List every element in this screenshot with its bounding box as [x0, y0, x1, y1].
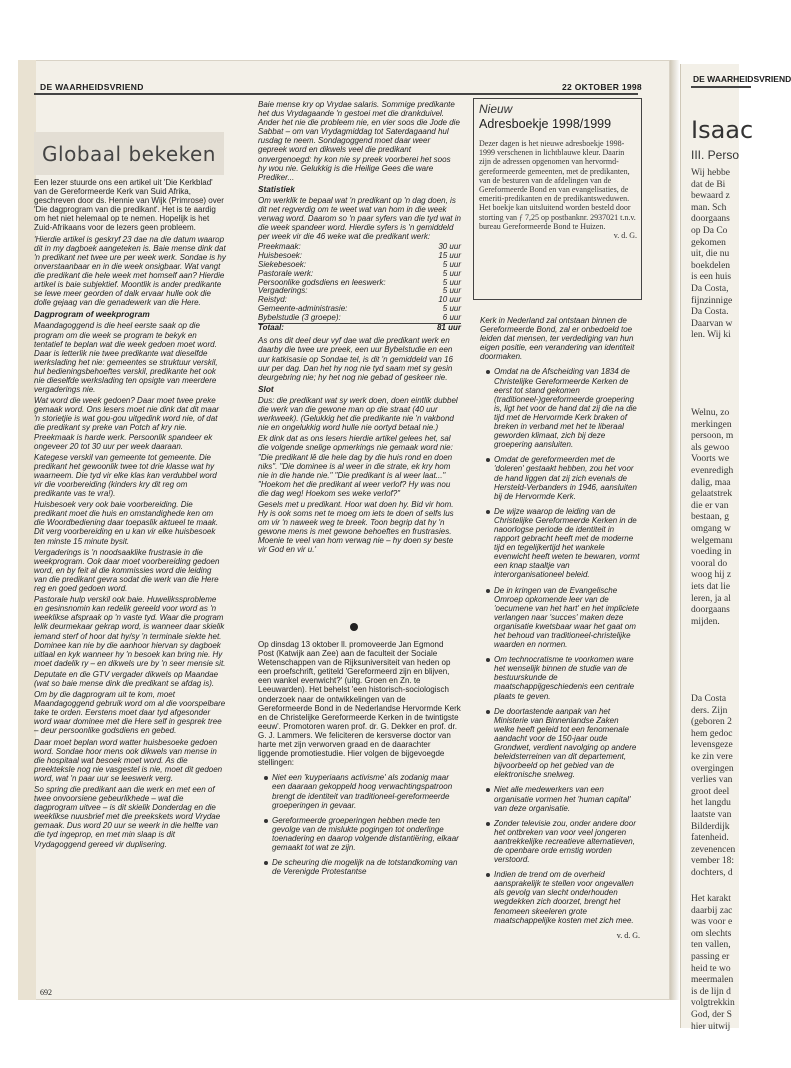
next-page-line: ten vallen,: [691, 940, 731, 951]
next-page-line: zevenencen: [691, 844, 736, 855]
list-item: [258, 816, 461, 852]
paragraph: Kerk in Nederland zal ontstaan binnen de Gereformeerde Bond, zal er onbedoeld toe leiden dat mensen, ter verdediging van hun eigen positie, een verandering van identiteit doormaken.: [480, 316, 635, 362]
stats-label: Siekebesoek:: [258, 260, 307, 269]
paragraph: Deputate en die GTV vergader dikwels op Maandae (wat so baie mense dink die predikant se afdag is).: [34, 669, 219, 688]
stats-value: 15 uur: [438, 251, 461, 261]
next-page-line: heid te wo: [691, 963, 731, 974]
article-title-box: [34, 132, 224, 175]
list-item-text: Gereformeerde groeperingen hebben mede ten gevolge van de mislukte pogingen tot onderlinge toenadering en daarop volgende distantiëring, elkaar gemaakt tot wat ze zijn.: [272, 815, 459, 852]
bullet-icon: [486, 589, 490, 593]
next-page-strip: [680, 64, 791, 1032]
paragraph: Gesels met u predikant. Hoor wat doen hy. Bid vir hom. Hy is ook soms net te moeg om iets te doen of selfs lus om vir 'n naweek weg te breek. Toon begrip dat hy 'n gewone mens is met gewone behoeftes en frustrasies. Moenie te veel van hom verwag nie – hy doen sy beste vir God en vir u.': [258, 499, 454, 555]
list-item-text: Niet alle medewerkers van een organisatie vormen het 'human capital' van deze organisatie.: [494, 785, 631, 813]
list-item: [480, 367, 640, 449]
next-page-line: Da Costa: [691, 694, 727, 704]
next-page-line: meermalen: [691, 975, 734, 986]
next-page-line: omgang w: [691, 523, 731, 534]
list-item: [258, 858, 461, 876]
stats-value: 10 uur: [438, 295, 461, 305]
list-item: [480, 586, 640, 650]
stats-value: 5 uur: [442, 260, 461, 269]
paragraph: Kategese verskil van gemeente tot gemeente. Die predikant het gewoonlik twee tot drie klasse wat hy waarneem. Die tyd vir elke klas kan verdubbel word vir die voorbereiding (kinders kry dit reg om predikante vas te vra!).: [34, 452, 217, 499]
stats-total-label: Totaal:: [258, 323, 429, 332]
next-page-line: Da Costa.: [691, 307, 729, 318]
news-box-signature: v. d. G.: [613, 231, 637, 241]
list-item: [480, 655, 640, 700]
next-page-line: mijden.: [691, 616, 720, 627]
next-page-line: Daarvan w: [691, 318, 733, 329]
paragraph: Om werklik te bepaal wat 'n predikant op 'n dag doen, is dit net regverdig om te weet wat van hom in die week verwag word. Daarom so 'n paar syfers van die tyd wat in die week spandeer word. Hierdie syfers is 'n gemiddeld per week vir die 46 weke wat die predikant werk:: [258, 195, 461, 242]
stats-value: 5 uur: [442, 303, 461, 313]
next-page-line: dat de Bi: [691, 179, 726, 190]
list-item-text: Zonder televisie zou, onder andere door het ontbreken van voor veel jongeren aantrekkelijke recreatieve alternatieven, de openbare orde ernstig worden verstoord.: [494, 818, 636, 865]
stats-value: 5 uur: [442, 277, 461, 287]
news-box-paragraph: Het boekje kan uitsluitend worden besteld door storting van ƒ 7,25 op postbanknr. 2937021 t.n.v. bureau Gereformeerde Bond te Huizen.: [479, 203, 636, 231]
next-page-line: vooral do: [691, 558, 728, 569]
bullet-icon: [486, 458, 490, 462]
bullet-icon: [264, 819, 268, 823]
bullet-icon: [486, 658, 490, 662]
next-page-line: om slechts: [691, 928, 732, 939]
list-item: [480, 819, 640, 864]
next-page-line: laatste van: [691, 809, 732, 820]
page-number: 692: [40, 988, 52, 997]
bullet-icon: [264, 861, 268, 865]
next-page-line: vember 18:: [691, 856, 735, 867]
paragraph: Daar moet beplan word watter huisbesoeke gedoen word. Sondae hoor mens ook dikwels van mense in die hospitaal wat besoek moet word. As die preekteksle nog nie vasgestel is nie, moet dit gedoen word, wat 'n paar uur se leeswerk verg.: [34, 737, 223, 783]
next-page-line: len. Wij ki: [691, 330, 731, 341]
stats-row: [258, 314, 461, 323]
paragraph: Op dinsdag 13 oktober ll. promoveerde Jan Egmond Post (Katwijk aan Zee) aan de faculteit der Sociale Wetenschappen van de Rijksuniversiteit van heden op een proefschrift, getiteld 'Gereformeerd zijn en blijven, een wankel evenwicht?' (uitg. Groen en Zn. te Leeuwarden). Het behelst 'een historisch-sociologisch onderzoek naar de ontwikkelingen van de Gereformeerde Bond in de Nederlandse Hervormde Kerk en de Christelijke Gereformeerde Kerken in de twintigste eeuw'. Promotoren waren prof. dr. G. Dekker en prof. dr. G. J. Lammers. We feliciteren de kersverse doctor van harte met zijn verworven graad en de daarachter liggende promotiestudie. Hier volgen de bijgevoegde stellingen:: [258, 640, 461, 768]
next-page-block: [691, 894, 751, 1033]
next-page-line: bewaard z: [691, 191, 730, 202]
header-rule: [34, 93, 638, 95]
next-page-title: Isaac: [691, 116, 754, 144]
next-page-line: God, der S: [691, 1009, 732, 1020]
next-page-block: [691, 168, 751, 342]
stats-label: Pastorale werk:: [258, 268, 314, 278]
next-page-line: welgemanı: [691, 535, 733, 546]
list-item-text: Indien de trend om de overheid aansprakelijk te stellen voor ongevallen als gevolg van slecht onderhouden wegdekken zich doorzet, brengt het fenomeen skeeleren grote maatschappelijke kosten met zich mee.: [494, 870, 634, 925]
next-page-line: volgtrekkin: [691, 998, 735, 1009]
list-item-text: Omdat na de Afscheiding van 1834 de Christelijke Gereformeerde Kerken de eerst tot stand gekomen (traditioneel-)gereformeerde groepering is, ligt het voor de hand dat zij die na die tijd met de Hervormde Kerk braken of breken in verband met het te liberaal geworden klimaat, zich bij deze groepering aansluiten.: [494, 367, 637, 450]
next-page-line: bestaan, g: [691, 512, 729, 523]
next-page-line: merkingen: [691, 419, 732, 430]
next-page-line: woog hij z: [691, 570, 732, 581]
column-2: [258, 100, 461, 618]
list-item: [480, 870, 640, 925]
column-1: [34, 178, 226, 990]
next-page-header: DE WAARHEIDSVRIEND: [693, 74, 791, 84]
list-item-text: Niet een 'kuyperiaans activisme' als zodanig maar een daaraan gekoppeld hoog verwachtingspatroon brengt de identiteit van traditioneel-gereformeerde groeperingen in gevaar.: [272, 773, 453, 810]
list-item: [480, 785, 640, 812]
next-page-line: passing er: [691, 951, 730, 962]
time-statistics-table: [258, 243, 461, 332]
next-page-line: is een huis: [691, 272, 732, 283]
bullet-icon: [486, 822, 490, 826]
next-page-line: doorgaans: [691, 605, 730, 616]
stats-value: 5 uur: [442, 268, 461, 278]
stats-label: Preekmaak:: [258, 242, 301, 252]
news-box-paragraph: Dezer dagen is het nieuwe adresboekje 1998-1999 verschenen in lichtblauwe kleur. Daarin zijn de adressen opgenomen van hervormd-gereformeerde gemeenten, met de predikanten, van de besturen van de afdelingen van de Gereformeerde Bond en van evangelisaties, de emeriti-predikanten en de predikantsweduwen.: [479, 139, 630, 204]
next-page-line: man. Sch: [691, 202, 727, 213]
next-page-line: dochters, d: [691, 867, 733, 878]
list-item: [258, 773, 461, 809]
next-page-line: levensgeze: [691, 740, 733, 751]
next-page-line: Bilderdijk: [691, 821, 730, 832]
stats-label: Bybelstudie (3 groepe):: [258, 312, 341, 322]
paragraph: Wat word die week gedoen? Daar moet twee preke gemaak word. Ons lesers moet nie dink dat dit maar 'n storietjie is wat gou-gou uitgedink word nie, of dat die predikant sy preke van Potch af kry nie. Preekmaak is harde werk. Persoonlik spandeer ek ongeveer 20 tot 30 uur per week daaraan.: [34, 396, 219, 451]
next-page-line: fatenheid.: [691, 833, 729, 844]
next-page-line: iets dat lie: [691, 581, 731, 592]
next-page-block: [691, 694, 751, 880]
next-page-line: doorgaans: [691, 214, 730, 225]
list-item-text: De in kringen van de Evangelische Omroep opkomende leer van de 'oecumene van het hart' en het impliciete verlangen naar 'succes' maken deze organisatie kwetsbaar waar het gaat om het behoud van traditioneel-christelijke waarden en normen.: [494, 585, 639, 650]
stats-label: Gemeente-administrasie:: [258, 303, 348, 313]
bullet-icon: [264, 776, 268, 780]
next-page-line: leren, ja al: [691, 593, 731, 604]
paragraph: Pastorale hulp verskil ook baie. Huwelikssprobleme en gesinsnomin kan redelik gereeld voor word as 'n weeklikse afspraak op 'n vaste tyd. Waar die program lelik deurmekaar gekrap word, is wanneer daar skielik iemand sterf of hoor dat hy/sy 'n terminale siekte het. Dominee kan nie by die aanhoor hiervan sy dagboek uitlaal en kyk wanneer hy 'n besoek kan bring nie. Hy moet dadelik ry – en dikwels ure by 'n seer mensie sit.: [34, 595, 226, 668]
column-3: [480, 316, 640, 940]
stats-value: 5 uur: [442, 286, 461, 296]
paragraph: 'Hierdie artikel is geskryf 23 dae na die datum waarop dit in my dagboek aangeteken is. Baie mense dink dat 'n predikant net twee ure per week werk. Sondae is hy onverstaanbaar en in die week onsigbaar. Wat vangt die predikant die hele week met homself aan? Hierdie artikel is baie subjektief. Moontlik is ander predikante se lewe meer georden of dalk ervaar hulle ook die dolle gejaag van die genadewerk van die Here.: [34, 234, 226, 308]
next-page-line: evenredigh: [691, 465, 734, 476]
article-signature: v. d. G.: [616, 930, 640, 940]
next-page-line: gekomen: [691, 237, 726, 248]
next-page-line: als gewoo: [691, 442, 730, 453]
next-page-line: die er van: [691, 500, 729, 511]
stellingen-list: [258, 773, 461, 876]
next-page-line: dalig, maa: [691, 477, 731, 488]
next-page-line: ke zin vere: [691, 751, 733, 762]
next-page-line: het langdu: [691, 798, 731, 809]
stats-label: Reistyd:: [258, 295, 287, 305]
next-page-line: daarbij zac: [691, 905, 733, 916]
news-box-title: Adresboekje 1998/1999: [479, 117, 612, 131]
bullet-icon: [486, 873, 490, 877]
next-page-line: overgingen: [691, 763, 734, 774]
bullet-icon: [486, 710, 490, 714]
stats-label: Huisbesoek:: [258, 251, 303, 261]
news-box-kicker: Nieuw: [479, 102, 513, 116]
stats-value: 30 uur: [438, 242, 461, 252]
stats-label: Vergaderings:: [258, 286, 308, 296]
list-item: [480, 507, 640, 580]
news-box: [473, 98, 642, 300]
subheading: Dagprogram of weekprogram: [34, 309, 150, 320]
list-item-text: Omdat de gereformeerden met de 'doleren' gestaakt hebben, zou het voor de hand liggen dat zij zich evenals de Hersteld-Verbanders in 1946, aansluiten bij de Hervormde Kerk.: [494, 455, 637, 501]
section-separator-dot: [350, 623, 358, 631]
next-page-line: gelaatstrek: [691, 489, 733, 500]
bullet-icon: [486, 370, 490, 374]
next-page-line: uit, die nu: [691, 249, 730, 260]
next-page-line: hem gedoc: [691, 728, 733, 739]
stats-row: [258, 287, 461, 296]
next-page-line: Voorts we: [691, 454, 730, 465]
next-page-line: Wij hebbe: [691, 168, 730, 178]
subheading: Statistiek: [258, 183, 295, 194]
article-title: Globaal bekeken: [42, 141, 216, 166]
paragraph: Ek dink dat as ons lesers hierdie artikel gelees het, sal die volgende snelige opmerkings nie gemaak word nie: "Die predikant lê die hele dag by die huis rond en doen niks". "Die dominee is al weer in die strate, ek kry hom nie in die hande nie." "Die predikant is al weer laat..." "Hoekom het die predikant al weer verlof? Hy was nou die dag weg! Hoekom ses weke verlof?": [258, 434, 453, 498]
list-item-text: Om technocratisme te voorkomen ware het wenselijk binnen de studie van de bestuurskunde de maatschappijgeschiedenis een centrale plaats te geven.: [494, 655, 635, 701]
next-page-block: [691, 408, 751, 628]
list-item: [480, 455, 640, 500]
subheading: Slot: [258, 383, 274, 394]
paragraph: Vergaderings is 'n noodsaaklike frustrasie in die weekprogram. Ook daar moet voorbereiding gedoen word, en by feit al die kommissies word die leiding van die predikant gevra sodat die werk van die Here reg en goed gedoen word.: [34, 547, 220, 594]
paragraph: Huisbesoek very ook baie voorbereiding. Die predikant moet die huis en omstandighede ken om die Woordbediening daar toepaslik aktueel te maak. Dit verg voorbereiding en u kan vir elke huisbesoek ten minste 15 minute bysit.: [34, 500, 219, 546]
stats-value: 6 uur: [442, 312, 461, 322]
next-page-subtitle: III. Perso: [691, 148, 740, 162]
next-page-line: fijnzinnige: [691, 295, 733, 306]
bullet-icon: [486, 510, 490, 514]
stats-total-row: [258, 323, 461, 332]
lead-paragraph: Een lezer stuurde ons een artikel uit 'Die Kerkblad' van de Gereformeerde Kerk van Suid Afrika, geschreven door ds. Hennie van Wijk (Primrose) over 'Die dagprogram van die predikant'. Het is te aardig om het niet helemaal op te nemen. Hopelijk is het Zuid-Afrikaans voor de lezers geen probleem.: [34, 178, 224, 233]
next-page-line: Da Costa,: [691, 283, 729, 294]
paragraph: So spring die predikant aan die werk en met een of twee onvoorsiene gebeurlikhede – wat die dagprogram uitvee – is dit skielik Donderdag en die weeklikse nuusbrief met die preekskets word Vrydae gemaak. Dus word 20 uur se weerk in die helfte van die tyd ingeprop, en met min slaap is dit Vrydagoggend gereed vir duplisering.: [34, 785, 221, 849]
list-item-text: De scheuring die mogelijk na de totstandkoming van de Verenigde Protestantse: [272, 858, 458, 877]
column-2-lower: [258, 640, 461, 980]
paragraph: Om by die dagprogram uit te kom, moet Maandagoggend gebruik word om al die voorspelbare take te orden. Eerstens moet daar tyd afgesonder word waar dominee met die Here self in gesprek tree – deur persoonlike godsdiens en gebed.: [34, 690, 226, 736]
next-page-line: hier uitwij: [691, 1021, 731, 1032]
next-page-line: (geboren 2: [691, 717, 732, 728]
news-box-body: [479, 139, 637, 240]
page-gutter-shadow: [670, 60, 680, 1000]
next-page-line: ders. Zijn: [691, 705, 728, 716]
paragraph: Dus: die predikant wat sy werk doen, doen eintlik dubbel die werk van die gewone man op die straat (40 uur werkweek). (Gelukkig het die predikante nie 'n vakbond nie en ongelukkig word hulle nie oortyd betaal nie.): [258, 395, 458, 433]
next-page-line: op Da Co: [691, 225, 728, 236]
list-item: [480, 707, 640, 780]
next-page-line: was voor e: [691, 917, 733, 928]
next-page-line: voeding in: [691, 547, 732, 558]
next-page-rule: [691, 86, 751, 88]
next-page-line: persoon, m: [691, 431, 734, 442]
paragraph: As ons dit deel deur vyf dae wat die predikant werk en daarby die twee ure preek, een uur Bybelstudie en een uur katkisasie op Sondae tel, is dit 'n gemiddeld van 16 uur per dag. Dan het hy nog nie tyd saam met sy gesin deurgebring nie; hy het nog nie gebad of geskeer nie.: [258, 336, 453, 382]
issue-date: 22 OKTOBER 1998: [562, 82, 642, 92]
next-page-line: groot deel: [691, 786, 730, 797]
stellingen-list-continued: [480, 367, 640, 924]
publication-header: DE WAARHEIDSVRIEND: [40, 82, 144, 92]
bullet-icon: [486, 788, 490, 792]
next-page-line: is de lijn d: [691, 986, 731, 997]
next-page-line: verlies van: [691, 775, 733, 786]
next-page-line: Het karakt: [691, 894, 731, 904]
paragraph: Maandagoggend is die heel eerste saak op die program om die week se program te bekyk en tentatief te beplan wat die week gedoen moet word. Daar is letterlik nie twee predikante wat dieselfde werkslading het nie: gemeentes se struktuur verskil, hul bedieningsbehoeftes verskil, predikante het ook nie dieselfde werkslading ten opsigte van meerdere vergaderings nie.: [34, 321, 218, 395]
stats-label: Persoonlike godsdiens en leeswerk:: [258, 277, 386, 287]
paragraph: Baie mense kry op Vrydae salaris. Sommige predikante het dus Vrydagaande 'n gestoei met die drankduivel. Ander het nie die probleem nie, en vier soos die Jode die Sabbat – om van Vrydagmiddag tot Saterdagaand hul rusdag te neem. Sondagoggend moet daar weer gepreek word en dikwels veel die predikant onvergenoegd: hy kon nie sy preek voorberei het soos hy wou nie. Gelukkig is die Heilige Gees die ware Prediker...: [258, 100, 460, 182]
next-page-line: Welnu, zo: [691, 408, 730, 418]
next-page-line: boekdelen: [691, 260, 731, 271]
list-item-text: De doortastende aanpak van het Ministerie van Binnenlandse Zaken welke heeft geleid tot een fenomenale aandacht voor de 150-jaar oude Grondwet, verdient navolging op andere beleidsterreinen van dit departement, bijvoorbeeld op het gebied van de elektronische snelweg.: [494, 706, 637, 780]
stats-total-value: 81 uur: [429, 323, 461, 332]
list-item-text: De wijze waarop de leiding van de Christelijke Gereformeerde Kerken in de naoorlogse periode de identiteit in rapport gebracht heeft met de moderne tijd en tegelijkertijd het wankele evenwicht heeft weten te bewaren, vormt een knap staaltje van interorganisationeel beleid.: [494, 506, 640, 580]
